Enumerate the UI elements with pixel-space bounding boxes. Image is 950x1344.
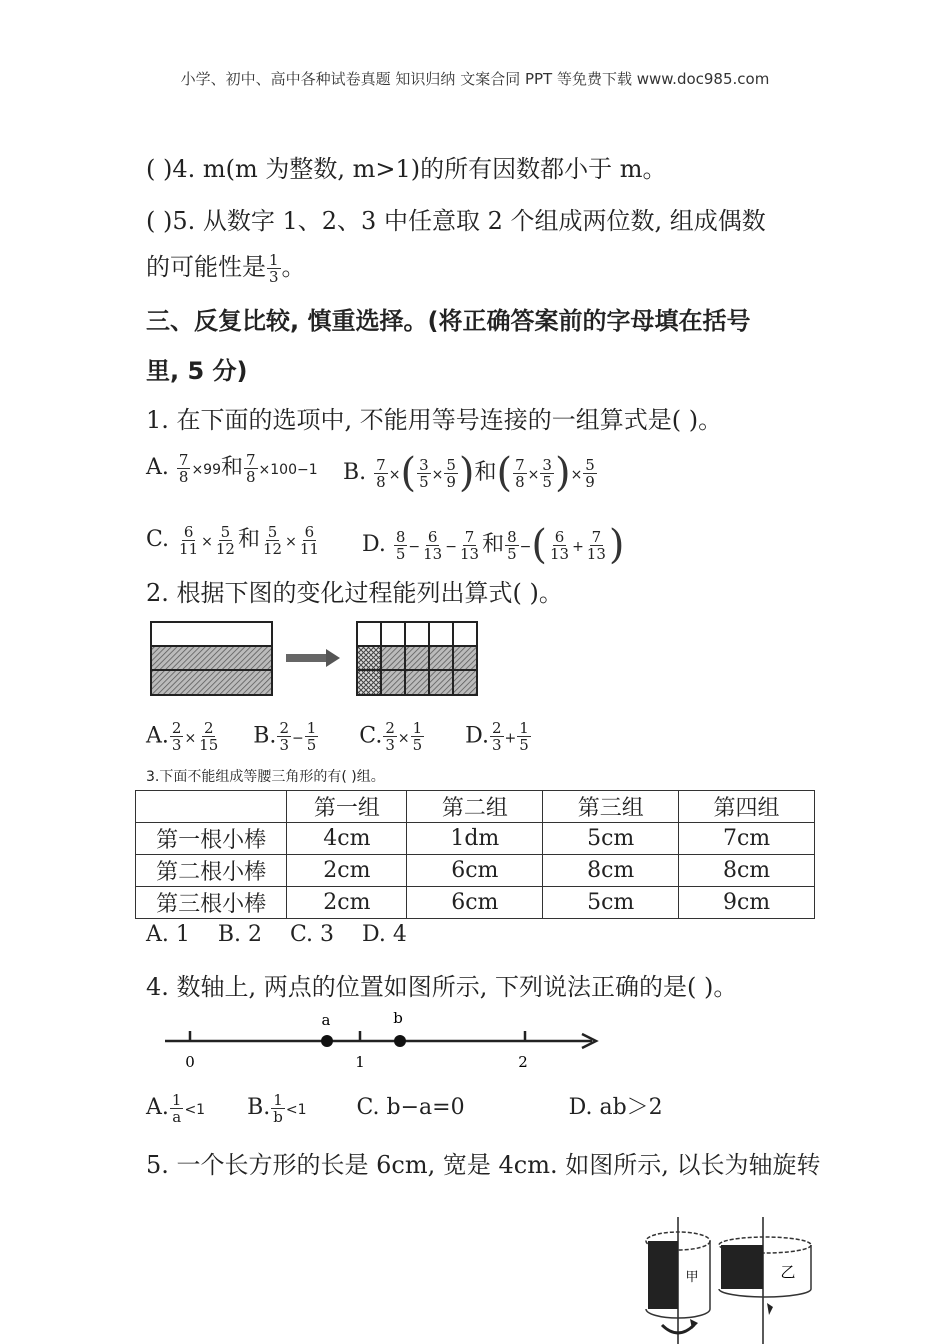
table-cell: 9cm	[679, 887, 815, 919]
cylinder-yi	[719, 1217, 811, 1344]
table-cell: 4cm	[287, 823, 407, 855]
label-a: a	[321, 1011, 331, 1029]
table-cell: 第一组	[287, 791, 407, 823]
q3-table	[135, 790, 815, 919]
point-a	[321, 1035, 333, 1047]
fraction: $\frac{1}{3}$	[269, 251, 279, 286]
q1-option-b: B. $\frac{7}{8}$ ×( $\frac{3}{5}$ × $\frac{5}{9}$ )和( $\frac{7}{8}$ × $\frac{3}{5}$ )× $\frac{5}{9}$	[343, 450, 595, 496]
tick-label-0: 0	[185, 1053, 195, 1071]
table-cell: 5cm	[543, 887, 679, 919]
q1-stem: 1. 在下面的选项中, 不能用等号连接的一组算式是( )。	[146, 406, 723, 434]
cylinder-jia	[646, 1217, 710, 1344]
table-cell: 第三组	[543, 791, 679, 823]
table-cell: 2cm	[287, 887, 407, 919]
label-b: b	[393, 1009, 403, 1027]
table-row	[136, 823, 815, 855]
q3-options: A. 1 B. 2 C. 3 D. 4	[146, 922, 407, 947]
table-cell: 1dm	[407, 823, 543, 855]
q1-option-c: C. $\frac{6}{11}$ × $\frac{5}{12}$ 和 $\frac{5}{12}$ × $\frac{6}{11}$	[146, 522, 319, 558]
table-cell: 8cm	[679, 855, 815, 887]
table-header-row	[136, 791, 815, 823]
q2-figure	[146, 615, 486, 700]
table-cell	[136, 791, 287, 823]
original-rectangle	[151, 622, 272, 695]
table-cell: 8cm	[543, 855, 679, 887]
table-cell: 第三根小棒	[136, 887, 287, 919]
table-cell: 第二组	[407, 791, 543, 823]
table-cell: 第二根小棒	[136, 855, 287, 887]
table-cell: 第一根小棒	[136, 823, 287, 855]
table-cell: 7cm	[679, 823, 815, 855]
section3-title-line2: 里, 5 分)	[146, 357, 248, 385]
q2-options: A. $\frac{2}{3}$ × $\frac{2}{15}$ B. $\frac{2}{3}$ − $\frac{1}{5}$ C. $\frac{2}{3}$ × $\frac{1}{5}$ D. $\frac{2}{3}$ + $\frac{1}{5}$	[146, 719, 529, 754]
q5-stem: 5. 一个长方形的长是 6cm, 宽是 4cm. 如图所示, 以长为轴旋转	[146, 1151, 821, 1179]
judge-q5-line1: ( )5. 从数字 1、2、3 中任意取 2 个组成两位数, 组成偶数	[146, 207, 766, 235]
q5-cylinders-figure	[640, 1215, 815, 1344]
q3-stem: 3.下面不能组成等腰三角形的有( )组。	[146, 769, 385, 785]
table-cell: 5cm	[543, 823, 679, 855]
page-header: 小学、初中、高中各种试卷真题 知识归纳 文案合同 PPT 等免费下载 www.doc985.com	[180, 70, 770, 88]
tick-label-1: 1	[355, 1053, 365, 1071]
section3-title-line1: 三、反复比较, 慎重选择。(将正确答案前的字母填在括号	[146, 307, 751, 335]
tick-label-2: 2	[518, 1053, 528, 1071]
label-jia: 甲	[685, 1270, 699, 1285]
judge-q4: ( )4. m(m 为整数, m>1)的所有因数都小于 m。	[146, 155, 667, 183]
table-cell: 6cm	[407, 887, 543, 919]
table-cell: 2cm	[287, 855, 407, 887]
q1-option-d: D. $\frac{8}{5}$ − $\frac{6}{13}$ − $\frac{7}{13}$ 和 $\frac{8}{5}$ −( $\frac{6}{13}$ + $\frac{7}{13}$ )	[362, 522, 625, 568]
q4-stem: 4. 数轴上, 两点的位置如图所示, 下列说法正确的是( )。	[146, 973, 738, 1001]
table-row	[136, 887, 815, 919]
divided-rectangle	[357, 622, 477, 695]
table-cell: 6cm	[407, 855, 543, 887]
judge-q5-line2: 的可能性是 $\frac{1}{3}$ 。	[146, 251, 306, 286]
table-cell: 第四组	[679, 791, 815, 823]
q4-number-line	[160, 1005, 610, 1075]
table-row	[136, 855, 815, 887]
q1-option-a: A. $\frac{7}{8}$ ×99和 $\frac{7}{8}$ ×100−1	[146, 450, 318, 486]
judge-q5-text: 的可能性是	[146, 253, 266, 281]
q2-stem: 2. 根据下图的变化过程能列出算式( )。	[146, 579, 563, 607]
arrow	[286, 649, 340, 667]
point-b	[394, 1035, 406, 1047]
label-yi: 乙	[780, 1263, 796, 1281]
q4-options: A. $\frac{1}{a}$ <1 B. $\frac{1}{b}$ <1 C. b−a=0 D. ab＞2	[146, 1090, 663, 1126]
